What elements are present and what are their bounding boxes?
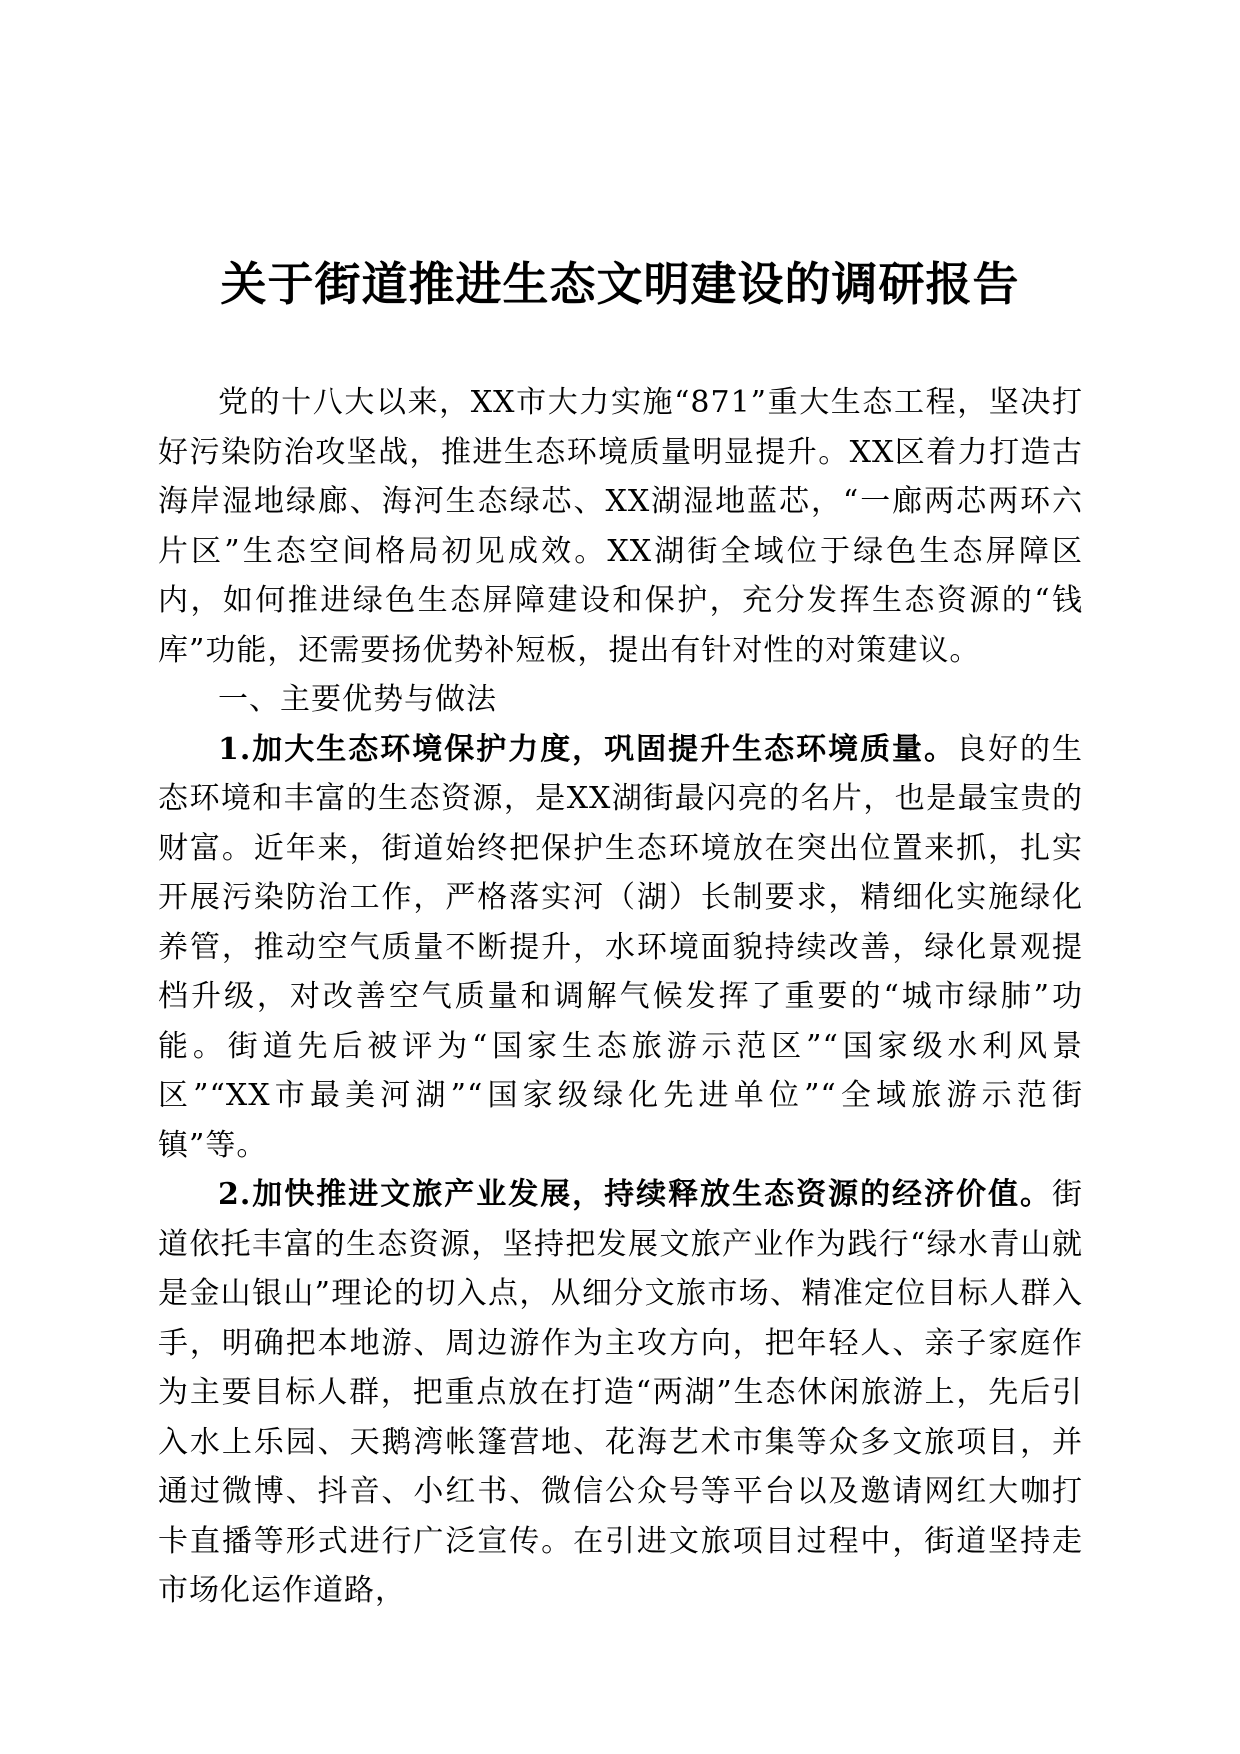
point-2-lead: 2.加快推进文旅产业发展，持续释放生态资源的经济价值。 bbox=[218, 1177, 1052, 1212]
point-1-text: 良好的生态环境和丰富的生态资源，是XX湖街最闪亮的名片，也是最宝贵的财富。近年来，街道始终把保护生态环境放在突出位置来抓，扎实开展污染防治工作，严格落实河（湖）长制要求，精细化实施绿化养管，推动空气质量不断提升，水环境面貌持续改善，绿化景观提档升级，对改善空气质量和调解气候发挥了重要的“城市绿肺”功能。街道先后被评为“国家生态旅游示范区”“国家级水利风景区”“XX市最美河湖”“国家级绿化先进单位”“全域旅游示范街镇”等。 bbox=[158, 731, 1083, 1163]
document-body bbox=[158, 378, 1083, 1616]
point-paragraph-1 bbox=[158, 725, 1083, 1171]
point-2-text: 街道依托丰富的生态资源，坚持把发展文旅产业作为践行“绿水青山就是金山银山”理论的切入点，从细分文旅市场、精准定位目标人群入手，明确把本地游、周边游作为主攻方向，把年轻人、亲子家庭作为主要目标人群，把重点放在打造“两湖”生态休闲旅游上，先后引入水上乐园、天鹅湾帐篷营地、花海艺术市集等众多文旅项目，并通过微博、抖音、小红书、微信公众号等平台以及邀请网红大咖打卡直播等形式进行广泛宣传。在引进文旅项目过程中，街道坚持走市场化运作道路， bbox=[158, 1177, 1083, 1608]
intro-paragraph-text: 党的十八大以来，XX市大力实施“871”重大生态工程，坚决打好污染防治攻坚战，推进生态环境质量明显提升。XX区着力打造古海岸湿地绿廊、海河生态绿芯、XX湖湿地蓝芯，“一廊两芯两环六片区”生态空间格局初见成效。XX湖街全域位于绿色生态屏障区内，如何推进绿色生态屏障建设和保护，充分发挥生态资源的“钱库”功能，还需要扬优势补短板，提出有针对性的对策建议。 bbox=[158, 385, 1083, 668]
document-title: 关于街道推进生态文明建设的调研报告 bbox=[220, 257, 1020, 311]
section-heading: 一、主要优势与做法 bbox=[218, 682, 497, 717]
point-paragraph-2 bbox=[158, 1170, 1083, 1616]
point-1-lead: 1.加大生态环境保护力度，巩固提升生态环境质量。 bbox=[218, 731, 957, 767]
intro-paragraph bbox=[158, 378, 1083, 675]
